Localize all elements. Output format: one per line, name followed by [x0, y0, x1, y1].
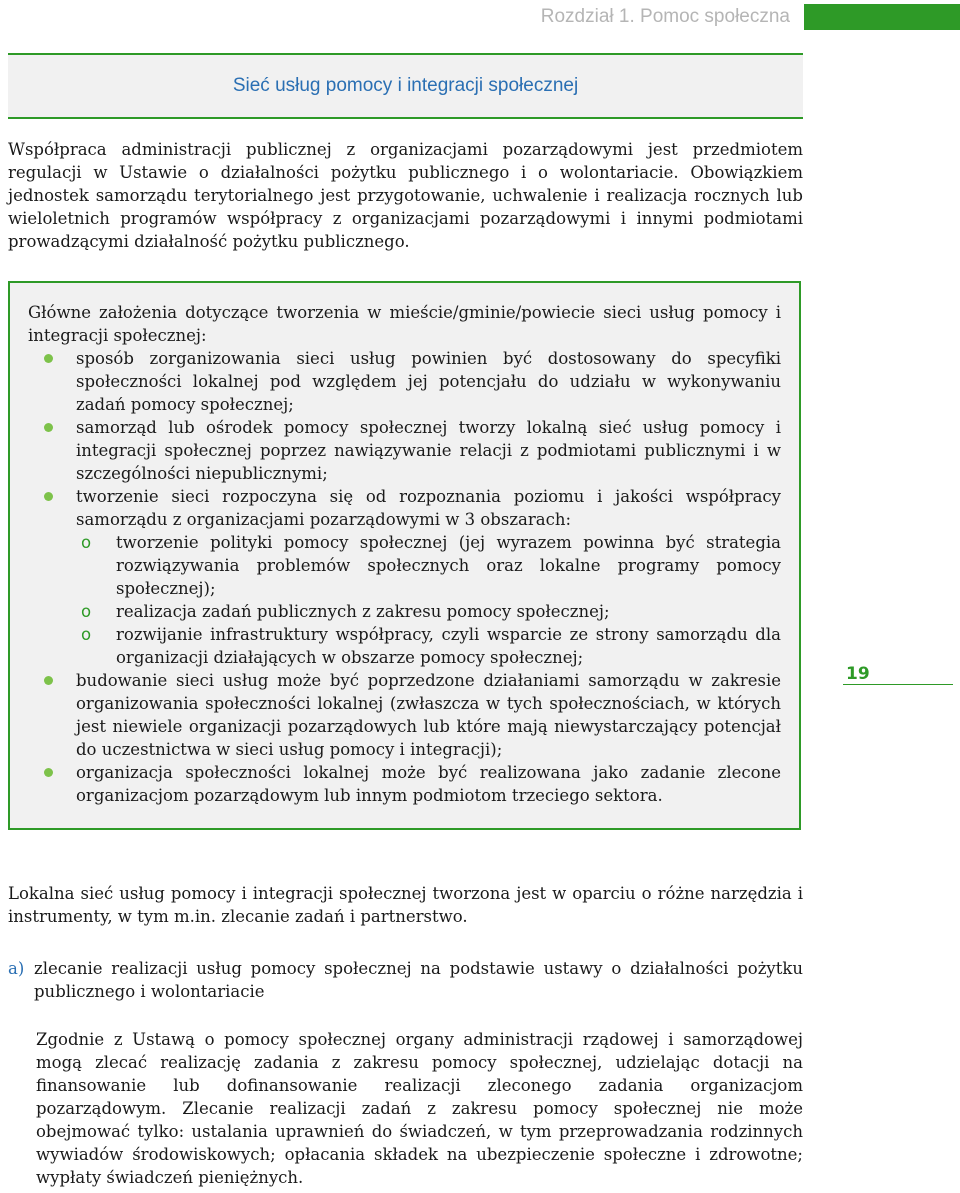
list-item: samorząd lub ośrodek pomocy społecznej tworzy lokalną sieć usług pomocy i integracji społecznej poprzez nawiązywanie relacji z podmiotami publicznymi i w szczególności niepublicznymi; — [28, 416, 781, 485]
sub-bullet-list — [76, 531, 781, 669]
item-marker: a) — [8, 959, 25, 978]
list-item-a — [8, 957, 803, 1003]
list-item: tworzenie sieci rozpoczyna się od rozpoznania poziomu i jakości współpracy samorządu z organizacjami pozarządowymi w 3 obszarach: o tworzenie polityki pomocy społecznej (jej wyrazem powinna być strategia rozwiązywania problemów społecznych oraz lokalne programy pomocy społecznej); o realizacja zadań publicznych z zakresu pomocy społecznej; o rozwijanie infrastruktury współpracy, czyli wsparcie ze strony samorządu dla organizacji działających w obszarze pomocy społecznej; — [28, 485, 781, 669]
bullet-dot-icon — [44, 492, 53, 501]
list-item: sposób zorganizowania sieci usług powinien być dostosowany do specyfiki społeczności lokalnej pod względem jej potencjału do udziału w wykonywaniu zadań pomocy społecznej; — [28, 347, 781, 416]
callout-box — [8, 281, 801, 830]
page-number-rule — [843, 684, 953, 685]
section-title: Sieć usług pomocy i integracji społecznej — [232, 75, 579, 96]
list-item: organizacja społeczności lokalnej może być realizowana jako zadanie zlecone organizacjom pozarządowym lub innym podmiotom trzeciego sektora. — [28, 761, 781, 807]
circle-bullet-icon: o — [81, 602, 92, 621]
sub-list-item: o rozwijanie infrastruktury współpracy, czyli wsparcie ze strony samorządu dla organizacji działających w obszarze pomocy społecznej; — [81, 625, 781, 667]
sub-list-item: o tworzenie polityki pomocy społecznej (jej wyrazem powinna być strategia rozwiązywania problemów społecznych oraz lokalne programy pomocy społecznej); — [81, 533, 781, 598]
chapter-header: Rozdział 1. Pomoc społeczna — [540, 6, 790, 27]
item-a-text: zlecanie realizacji usług pomocy społecznej na podstawie ustawy o działalności pożytku publicznego i wolontariacie — [34, 959, 803, 1001]
callout-intro: Główne założenia dotyczące tworzenia w mieście/gminie/powiecie sieci usług pomocy i integracji społecznej: — [28, 303, 781, 345]
bullet-dot-icon — [44, 676, 53, 685]
bullet-dot-icon — [44, 768, 53, 777]
section-title-box — [8, 53, 803, 119]
bullet-dot-icon — [44, 354, 53, 363]
callout-bullet-list — [28, 347, 781, 807]
circle-bullet-icon: o — [81, 625, 92, 644]
bullet-dot-icon — [44, 423, 53, 432]
chapter-header-bar — [804, 4, 960, 30]
network-paragraph: Lokalna sieć usług pomocy i integracji społecznej tworzona jest w oparciu o różne narzędzia i instrumenty, w tym m.in. zlecanie zadań i partnerstwo. — [8, 884, 803, 926]
law-paragraph: Zgodnie z Ustawą o pomocy społecznej organy administracji rządowej i samorządowej mogą zlecać realizację zadania z zakresu pomocy społecznej, udzielając dotacji na finansowanie lub dofinansowanie realizacji zleconego zadania organizacjom pozarządowym. Zlecanie realizacji zadań z zakresu pomocy społecznej nie może obejmować tylko: ustalania uprawnień do świadczeń, w tym przeprowadzania rodzinnych wywiadów środowiskowych; opłacania składek na ubezpieczenie społeczne i zdrowotne; wypłaty świadczeń pieniężnych. — [36, 1030, 803, 1187]
page-number: 19 — [846, 664, 870, 684]
list-item: budowanie sieci usług może być poprzedzone działaniami samorządu w zakresie organizowania społeczności lokalnej (zwłaszcza w tych społecznościach, w których jest niewiele organizacji pozarządowych lub które mają niewystarczający potencjał do uczestnictwa w sieci usług pomocy i integracji); — [28, 669, 781, 761]
sub-list-item: o realizacja zadań publicznych z zakresu pomocy społecznej; — [81, 602, 610, 621]
intro-paragraph: Współpraca administracji publicznej z organizacjami pozarządowymi jest przedmiotem regulacji w Ustawie o działalności pożytku publicznego i o wolontariacie. Obowiązkiem jednostek samorządu terytorialnego jest przygotowanie, uchwalenie i realizacja rocznych lub wieloletnich programów współpracy z organizacjami pozarządowymi i innymi podmiotami prowadzącymi działalność pożytku publicznego. — [8, 140, 803, 251]
circle-bullet-icon: o — [81, 533, 92, 552]
